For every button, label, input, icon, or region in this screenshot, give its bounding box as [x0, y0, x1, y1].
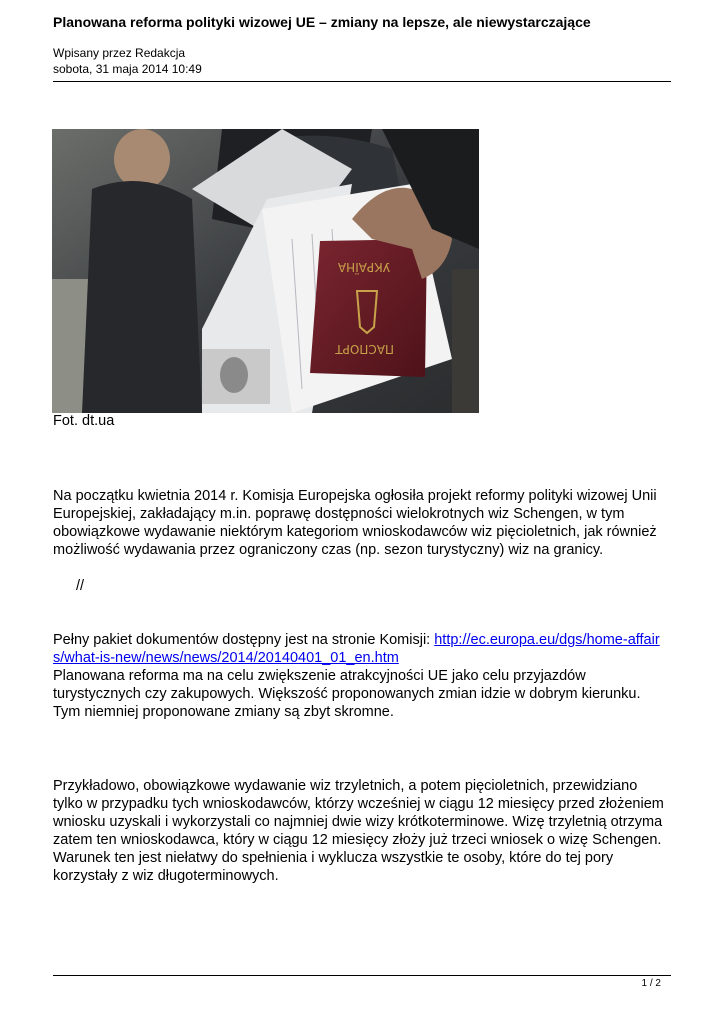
paragraph-intro: Na początku kwietnia 2014 r. Komisja Europejska ogłosiła projekt reformy polityki wizowej Unii Europejskiej, zakładający m.in. poprawę dostępności wielokrotnych wiz Schengen, w tym obowiązkowe wydawanie niektórym kategoriom wnioskodawców wiz pięcioletnich, jak również możliwość wydawania przez ograniczony czas (np. sezon turystyczny) wiz na granicy.: [53, 488, 657, 558]
article-author: Wpisany przez Redakcja: [53, 46, 186, 60]
passport-title-text: ПАСПОРТ: [335, 342, 394, 356]
photo-caption: Fot. dt.ua: [53, 413, 115, 429]
paragraph-example: Przykładowo, obowiązkowe wydawanie wiz trzyletnich, a potem pięcioletnich, przewidziano tylko w przypadku tych wnioskodawców, którzy wcześniej w ciągu 12 miesięcy przed złożeniem wniosku uzyskali i wykorzystali co najmniej dwie wizy krótkoterminowe. Wizę trzyletnią otrzyma zatem ten wnioskodawca, który w ciągu 12 miesięcy złoży już trzeci wniosek o wizę Schengen. Warunek ten jest niełatwy do spełnienia i wyklucza wszystkie te osoby, które do tej pory korzystały z wiz długoterminowych.: [53, 778, 664, 884]
commission-link-part2[interactable]: s/what-is-new/news/news/2014/20140401_01_en.htm: [53, 650, 399, 666]
photo-passport-illustration: [52, 129, 479, 413]
article-photo: [52, 129, 479, 413]
separator: //: [76, 578, 85, 594]
passport-country-text: УКРАЇНА: [337, 260, 390, 274]
commission-link-part1[interactable]: http://ec.europa.eu/dgs/home-affair: [434, 632, 660, 648]
footer-divider: [53, 975, 671, 976]
link-intro-text: Pełny pakiet dokumentów dostępny jest na stronie Komisji:: [53, 632, 431, 648]
article-date: sobota, 31 maja 2014 10:49: [53, 62, 202, 76]
page-number: 1 / 2: [641, 978, 661, 989]
header-divider: [53, 81, 671, 82]
article-title: Planowana reforma polityki wizowej UE – zmiany na lepsze, ale niewystarczające: [53, 14, 591, 30]
paragraph-documents: Pełny pakiet dokumentów dostępny jest na stronie Komisji: http://ec.europa.eu/dgs/home-affair s/what-is-new/news/news/2014/20140401_01_en.htm Planowana reforma ma na celu zwiększenie atrakcyjności UE jako celu przyjazdów turystycznych czy zakupowych. Większość proponowanych zmian idzie w dobrym kierunku. Tym niemniej proponowane zmiany są zbyt skromne.: [53, 632, 660, 720]
